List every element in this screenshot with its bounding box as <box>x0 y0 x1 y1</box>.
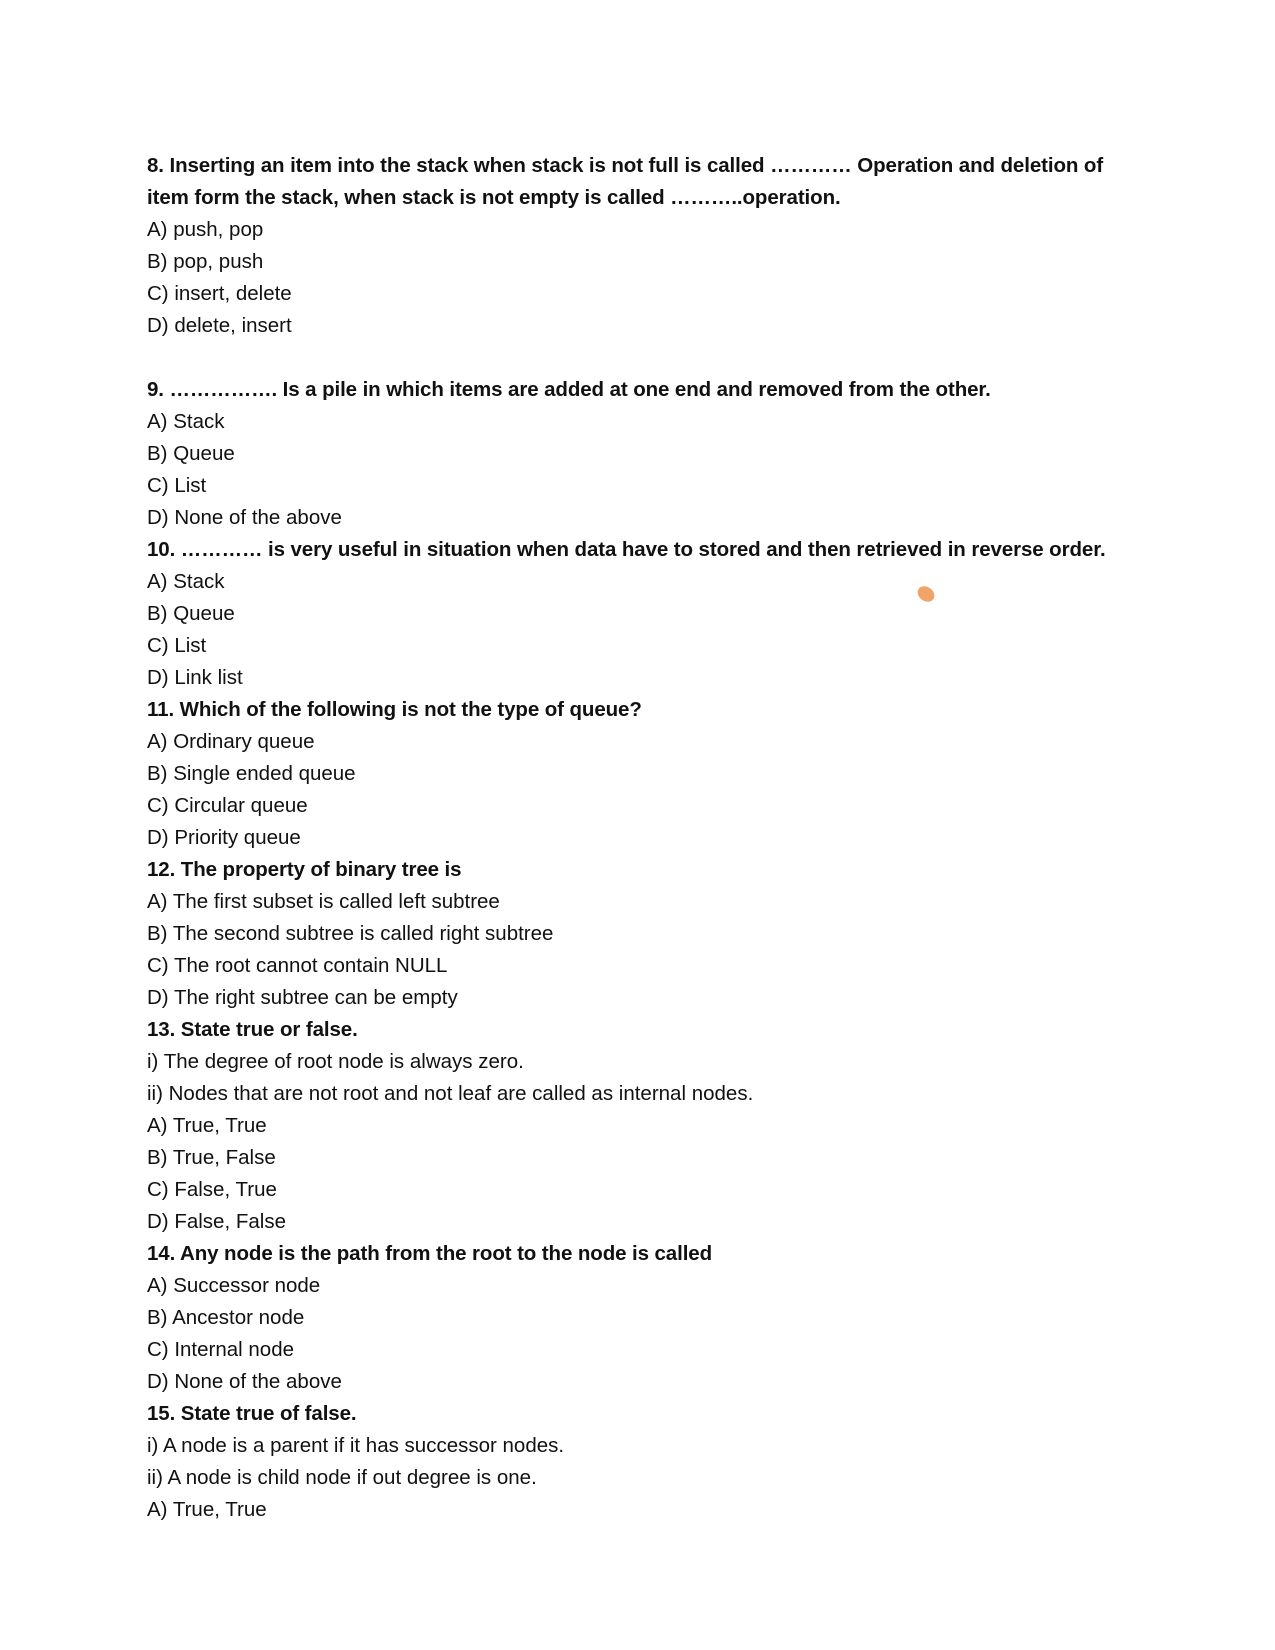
question-stem: item form the stack, when stack is not empty is called ………..operation. <box>147 186 841 209</box>
answer-option: A) The first subset is called left subtree <box>147 890 500 913</box>
question-stem: 8. Inserting an item into the stack when stack is not full is called ………… Operation and deletion of <box>147 154 1104 177</box>
question-8 <box>147 150 1157 342</box>
question-stem: 13. State true or false. <box>147 1018 358 1041</box>
answer-option: C) List <box>147 474 207 497</box>
question-10 <box>147 534 1157 694</box>
statement-item: ii) Nodes that are not root and not leaf are called as internal nodes. <box>147 1082 754 1105</box>
question-stem: 11. Which of the following is not the type of queue? <box>147 698 642 721</box>
answer-option: A) push, pop <box>147 218 264 241</box>
answer-option: D) delete, insert <box>147 314 292 337</box>
answer-option: A) Stack <box>147 410 225 433</box>
statement-item: i) A node is a parent if it has successor nodes. <box>147 1434 565 1457</box>
answer-option: C) False, True <box>147 1178 277 1201</box>
answer-option: D) The right subtree can be empty <box>147 986 458 1009</box>
answer-option: B) Single ended queue <box>147 762 356 785</box>
question-9 <box>147 374 1157 534</box>
answer-option: B) The second subtree is called right subtree <box>147 922 554 945</box>
question-13 <box>147 1014 1157 1238</box>
answer-option: D) Link list <box>147 666 243 689</box>
question-stem: 10. ………… is very useful in situation when data have to stored and then retrieved in reverse order. <box>147 538 1106 561</box>
answer-option: C) List <box>147 634 207 657</box>
answer-option: B) Queue <box>147 602 235 625</box>
answer-option: D) None of the above <box>147 506 342 529</box>
question-15 <box>147 1398 1157 1526</box>
answer-option: A) Ordinary queue <box>147 730 315 753</box>
question-11 <box>147 694 1157 854</box>
document-page <box>147 150 1157 1526</box>
answer-option: C) Internal node <box>147 1338 295 1361</box>
answer-option: A) Stack <box>147 570 225 593</box>
answer-option: B) pop, push <box>147 250 264 273</box>
answer-option: B) Ancestor node <box>147 1306 305 1329</box>
question-stem: 9. ……………. Is a pile in which items are added at one end and removed from the other. <box>147 378 991 401</box>
answer-option: A) True, True <box>147 1498 267 1521</box>
question-stem: 14. Any node is the path from the root to the node is called <box>147 1242 713 1265</box>
answer-option: C) The root cannot contain NULL <box>147 954 448 977</box>
question-14 <box>147 1238 1157 1398</box>
statement-item: ii) A node is child node if out degree is one. <box>147 1466 537 1489</box>
answer-option: D) False, False <box>147 1210 286 1233</box>
answer-option: B) True, False <box>147 1146 276 1169</box>
answer-option: A) True, True <box>147 1114 267 1137</box>
spacer <box>147 342 1157 374</box>
answer-option: B) Queue <box>147 442 235 465</box>
answer-option: A) Successor node <box>147 1274 321 1297</box>
statement-item: i) The degree of root node is always zero. <box>147 1050 524 1073</box>
question-stem: 12. The property of binary tree is <box>147 858 462 881</box>
question-12 <box>147 854 1157 1014</box>
answer-option: C) Circular queue <box>147 794 308 817</box>
question-stem: 15. State true of false. <box>147 1402 357 1425</box>
answer-option: D) Priority queue <box>147 826 301 849</box>
answer-option: D) None of the above <box>147 1370 342 1393</box>
answer-option: C) insert, delete <box>147 282 292 305</box>
